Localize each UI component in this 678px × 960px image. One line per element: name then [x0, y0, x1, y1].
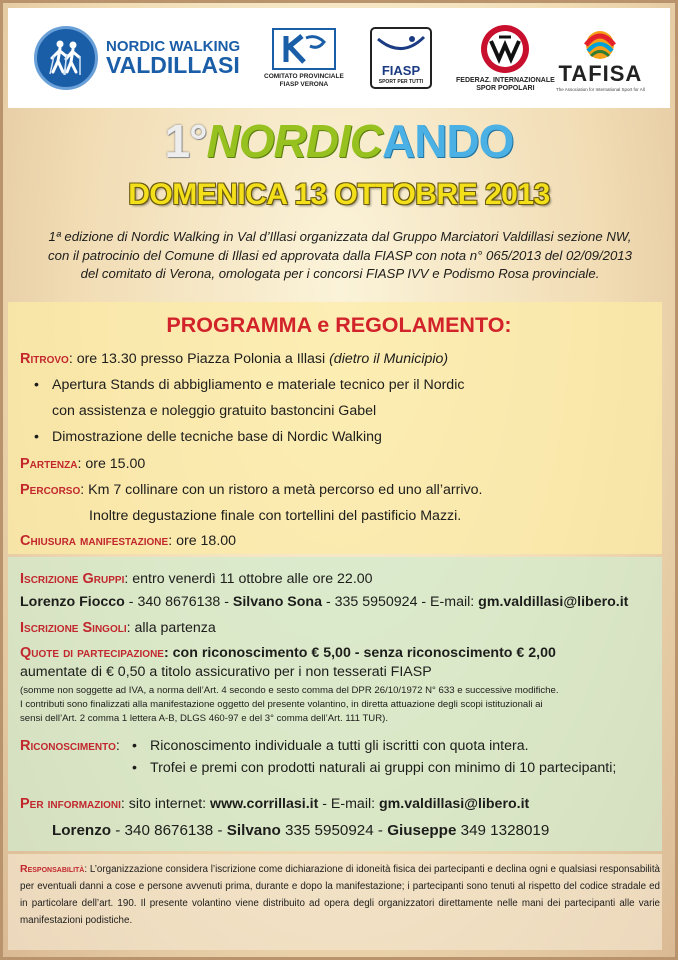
info-label: Per informazioni: [20, 796, 121, 812]
fine-print: [20, 684, 660, 726]
gruppi-row: [20, 571, 373, 587]
tafisa-swirl-icon: [575, 25, 625, 61]
title-ando: ANDO: [381, 115, 514, 167]
website-link[interactable]: www.corrillasi.it: [210, 796, 319, 812]
contact-phone: 335 5950924 -: [280, 822, 388, 839]
tafisa-logo: [556, 8, 645, 108]
percorso-row: [20, 482, 482, 498]
tafisa-subtext: The Association for International Sport for All: [556, 86, 645, 92]
contact-name: Silvano: [226, 822, 281, 839]
contact-name: Silvano Sona: [232, 594, 322, 610]
nordic-walking-logo: [34, 8, 240, 108]
contact-phone: - 340 8676138 -: [124, 594, 233, 610]
title-nordic: NORDIC: [206, 115, 382, 167]
contact-name: Giuseppe: [387, 822, 457, 839]
ritrovo-note: (dietro il Municipio): [329, 351, 449, 367]
intro-line: con il patrocinio del Comune di Illasi ed approvata dalla FIASP con nota n° 065/2013 del 02/09/2013: [48, 247, 632, 263]
ivv-logo: [456, 8, 555, 108]
contact-name: Lorenzo: [52, 822, 112, 839]
singoli-row: [20, 620, 216, 636]
riconoscimento-label: Riconoscimento: [20, 738, 116, 754]
list-item: [132, 738, 529, 754]
fiasp-text: FIASP: [381, 63, 421, 78]
list-item: [34, 377, 464, 393]
email-link[interactable]: gm.valdillasi@libero.it: [379, 796, 530, 812]
responsibility-text: [20, 861, 660, 929]
singoli-text: : alla partenza: [126, 620, 216, 636]
ritrovo-text: : ore 13.30 presso Piazza Polonia a Illasi: [68, 351, 330, 367]
info-email-label: - E-mail:: [318, 796, 380, 812]
program-heading: PROGRAMMA e REGOLAMENTO:: [166, 313, 512, 337]
event-title: [0, 114, 678, 168]
contact-name: Lorenzo Fiocco: [20, 594, 125, 610]
bullet-stands: Apertura Stands di abbigliamento e materiale tecnico per il Nordic: [52, 377, 465, 393]
info-row: [20, 796, 529, 812]
chiusura-row: [20, 533, 236, 549]
partenza-row: [20, 456, 145, 472]
bullet-demo: Dimostrazione delle tecniche base di Nordic Walking: [52, 429, 382, 445]
info-text: : sito internet:: [120, 796, 211, 812]
comitato-emblem-icon: [272, 28, 336, 70]
contact-phone: - 340 8676138 -: [111, 822, 227, 839]
comitato-line2: FIASP VERONA: [279, 80, 329, 88]
intro-line: 1ª edizione di Nordic Walking in Val d’Illasi organizzata dal Gruppo Marciatori Valdillasi sezione NW,: [48, 229, 632, 244]
logo-strip: [8, 8, 670, 108]
riconoscimento-row: Riconoscimento:: [20, 738, 120, 754]
responsibility-label: Responsabilità: [20, 863, 85, 875]
contacts-row: [20, 594, 628, 610]
riconoscimento-bullet: Trofei e premi con prodotti naturali ai gruppi con minimo di 10 partecipanti;: [150, 760, 617, 776]
fine-print-line: I contributi sono finalizzati alla manifestazione oggetto del presente volantino, in diretta attuazione degli scopi istituzionali ai: [20, 699, 543, 710]
contact-phone: - 335 5950924 - E-mail:: [322, 594, 479, 610]
list-item: [132, 760, 616, 776]
chiusura-label: Chiusura manifestazione: [20, 533, 169, 549]
riconoscimento-bullet: Riconoscimento individuale a tutti gli iscritti con quota intera.: [150, 738, 529, 754]
title-ordinal: 1°: [164, 115, 207, 167]
percorso-label: Percorso: [20, 482, 81, 498]
gruppi-label: Iscrizione Gruppi: [20, 571, 125, 587]
ivv-line1: FEDERAZ. INTERNAZIONALE: [456, 76, 555, 84]
event-date: DOMENICA 13 OTTOBRE 2013: [128, 178, 550, 211]
contact-phone: 349 1328019: [456, 822, 550, 839]
fine-print-line: (somme non soggette ad IVA, a norma dell’Art. 4 secondo e sesto comma del DPR 26/10/1972 N° 633 e successive modifiche.: [20, 685, 559, 696]
responsibility-body: : L’organizzazione considera l’iscrizione come dichiarazione di idoneità fisica dei partecipanti e declina ogni e qualsiasi responsabilità per eventuali danni a cose e persone avvenuti prima, durante e dopo la manifestazione; i partecipanti sono tenuti al rispetto del codice stradale ed in particolare dell’art. 190. Il presente volantino viene distribuito ad opera degli organizzatori direttamente nelle mani dei partecipanti alle varie manifestazioni podistiche.: [20, 864, 661, 926]
fiasp-subtext: SPORT PER TUTTI: [378, 79, 424, 85]
chiusura-text: : ore 18.00: [168, 533, 237, 549]
email-link[interactable]: gm.valdillasi@libero.it: [478, 594, 629, 610]
singoli-label: Iscrizione Singoli: [20, 620, 127, 636]
nordic-walkers-icon: [34, 26, 98, 90]
percorso-text: : Km 7 collinare con un ristoro a metà percorso ed uno all’arrivo.: [80, 482, 483, 498]
gruppi-text: : entro venerdì 11 ottobre alle ore 22.00: [124, 571, 373, 587]
intro-text: [18, 228, 662, 284]
ivv-emblem-icon: [479, 23, 531, 75]
nw-line2: VALDILLASI: [106, 52, 240, 78]
ritrovo-row: [20, 351, 448, 367]
intro-line: del comitato di Verona, omologata per i concorsi FIASP IVV e Podismo Rosa provinciale.: [80, 266, 600, 281]
comitato-line1: COMITATO PROVINCIALE: [264, 72, 344, 80]
bullet-stands-cont: con assistenza e noleggio gratuito bastoncini Gabel: [52, 403, 377, 419]
partenza-label: Partenza: [20, 456, 78, 472]
tafisa-text: TAFISA: [558, 60, 643, 86]
comitato-logo: [264, 8, 344, 108]
quote-row: [20, 645, 556, 661]
fiasp-logo: [370, 8, 432, 108]
list-item: [34, 429, 382, 445]
percorso-text-cont: Inoltre degustazione finale con tortellini del pastificio Mazzi.: [89, 508, 462, 524]
partenza-text: : ore 15.00: [77, 456, 146, 472]
nw-line1: NORDIC WALKING: [106, 38, 241, 55]
quote-text: : con riconoscimento € 5,00 - senza riconoscimento € 2,00: [163, 645, 556, 661]
ivv-line2: SPOR POPOLARI: [476, 85, 535, 92]
quote-label: Quote di partecipazione: [20, 645, 164, 661]
fine-print-line: sensi dell’Art. 2 comma 1 lettera A-B, DLGS 460-97 e del 3° comma dell’Art. 111 TUR).: [20, 713, 389, 724]
quote-text-cont: aumentate di € 0,50 a titolo assicurativo per i non tesserati FIASP: [20, 664, 432, 680]
ritrovo-label: Ritrovo: [20, 351, 69, 367]
info-phones-row: [52, 822, 549, 839]
